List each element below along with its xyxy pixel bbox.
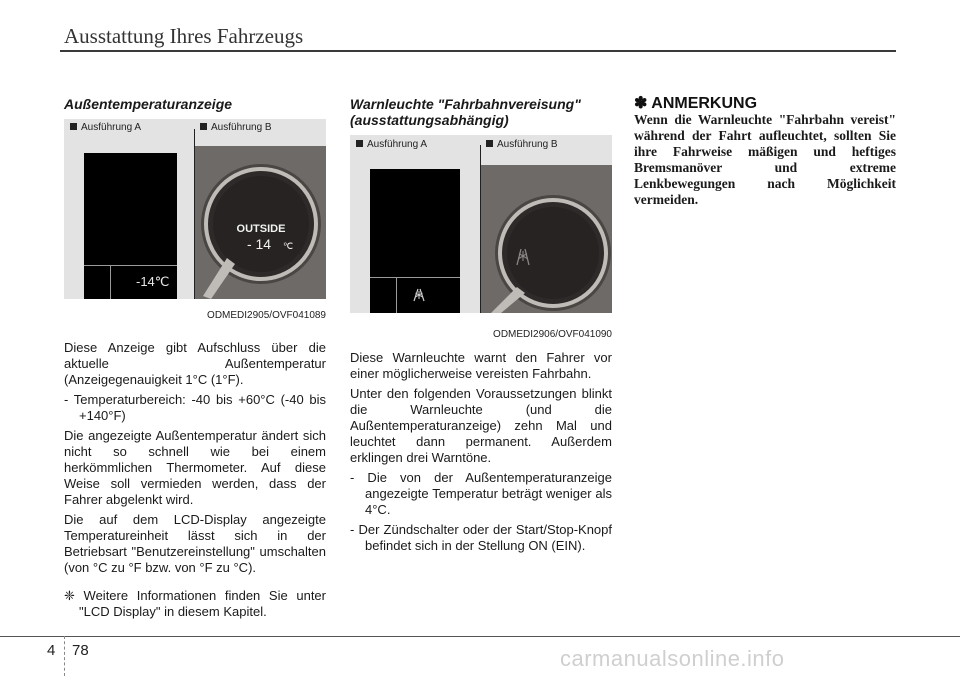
bullet-item: - Der Zündschalter oder der Start/Stop-Knopf befindet sich in der Stellung ON (EIN). (350, 522, 612, 553)
column-middle (350, 96, 612, 128)
lcd-divider-line (370, 277, 460, 278)
paragraph: Die auf dem LCD-Display angezeigte Temperatureinheit lässt sich in der Betriebsart "Benutzereinstellung" umschalten (von °C zu °F bzw. von °F zu °C). (64, 512, 326, 575)
figure-label-version-a: Ausführung A (70, 122, 141, 133)
header-rule (60, 50, 896, 52)
figure-label-version-b: Ausführung B (486, 139, 558, 150)
lcd-divider-line (110, 265, 111, 299)
bullet-item: - Die von der Außentemperaturanzeige angezeigte Temperatur beträgt weniger als 4°C. (350, 470, 612, 517)
bullet-item: - Temperaturbereich: -40 bis +60°C (-40 bis +140°F) (64, 392, 326, 423)
cross-reference: ❈ Weitere Informationen finden Sie unter "LCD Display" in diesem Kapitel. (64, 588, 326, 619)
gauge-panel (195, 146, 326, 299)
square-bullet-icon (200, 123, 207, 130)
gauge-outside-label: OUTSIDE (236, 223, 286, 235)
gauge-panel (481, 165, 612, 313)
paragraph: Diese Anzeige gibt Aufschluss über die aktuelle Außentemperatur (Anzeigegenauigkeit 1°C (1°F). (64, 340, 326, 387)
square-bullet-icon (356, 140, 363, 147)
page-header-title: Ausstattung Ihres Fahrzeugs (64, 24, 304, 48)
gauge-cluster-image (195, 146, 326, 299)
watermark: carmanualsonline.info (560, 646, 785, 671)
note-heading: ✽ ANMERKUNG (634, 95, 758, 112)
figure-outside-temperature (64, 119, 326, 299)
square-bullet-icon (70, 123, 77, 130)
page-number: 78 (72, 642, 89, 659)
section-title-road-ice-warning: Warnleuchte "Fahrbahnvereisung" (350, 96, 581, 112)
paragraph: Diese Warnleuchte warnt den Fahrer vor einer möglicherweise vereisten Fahrbahn. (350, 350, 612, 381)
lcd-divider-line (396, 277, 397, 313)
section1-body (64, 340, 326, 624)
gauge-temperature-value: - 14 (246, 236, 272, 252)
paragraph: Unter den folgenden Voraussetzungen blinkt die Warnleuchte (und die Außentemperaturanzeige) zehn Mal und leuchtet dann permanent. Außerdem erklingen drei Warntöne. (350, 386, 612, 465)
figure-caption: ODMEDI2906/OVF041090 (493, 329, 612, 340)
section-title-availability: (ausstattungsabhängig) (350, 112, 509, 128)
section-title-outside-temperature: Außentemperaturanzeige (64, 96, 233, 112)
lcd-temperature-readout: -14℃ (136, 274, 170, 289)
gauge-cluster-image (481, 165, 612, 313)
road-ice-warning-icon (410, 285, 428, 303)
lcd-divider-line (84, 265, 177, 266)
figure-label-version-b: Ausführung B (200, 122, 272, 133)
gauge-temperature-unit: ℃ (283, 241, 294, 251)
footer-rule (0, 636, 960, 637)
figure-road-ice-warning (350, 135, 612, 313)
footer-divider (64, 636, 65, 676)
lcd-display (84, 153, 177, 299)
square-bullet-icon (486, 140, 493, 147)
section2-body (350, 350, 612, 558)
column-left (64, 96, 326, 112)
note-body: Wenn die Warnleuchte "Fahrbahn vereist" während der Fahrt aufleuchtet, sollten Sie ihre Fahrweise mäßigen und heftiges Bremsmanöver und extreme Lenkbewegungen nach Möglichkeit vermeiden. (634, 112, 896, 207)
paragraph: Die angezeigte Außentemperatur ändert sich nicht so schnell wie bei einem herkömmlichen Thermometer. Auf diese Weise soll vermieden werden, dass der Fahrer abgelenkt wird. (64, 428, 326, 507)
figure-label-version-a: Ausführung A (356, 139, 427, 150)
chapter-number: 4 (47, 642, 56, 659)
lcd-display (370, 169, 460, 313)
figure-caption: ODMEDI2905/OVF041089 (207, 310, 326, 321)
